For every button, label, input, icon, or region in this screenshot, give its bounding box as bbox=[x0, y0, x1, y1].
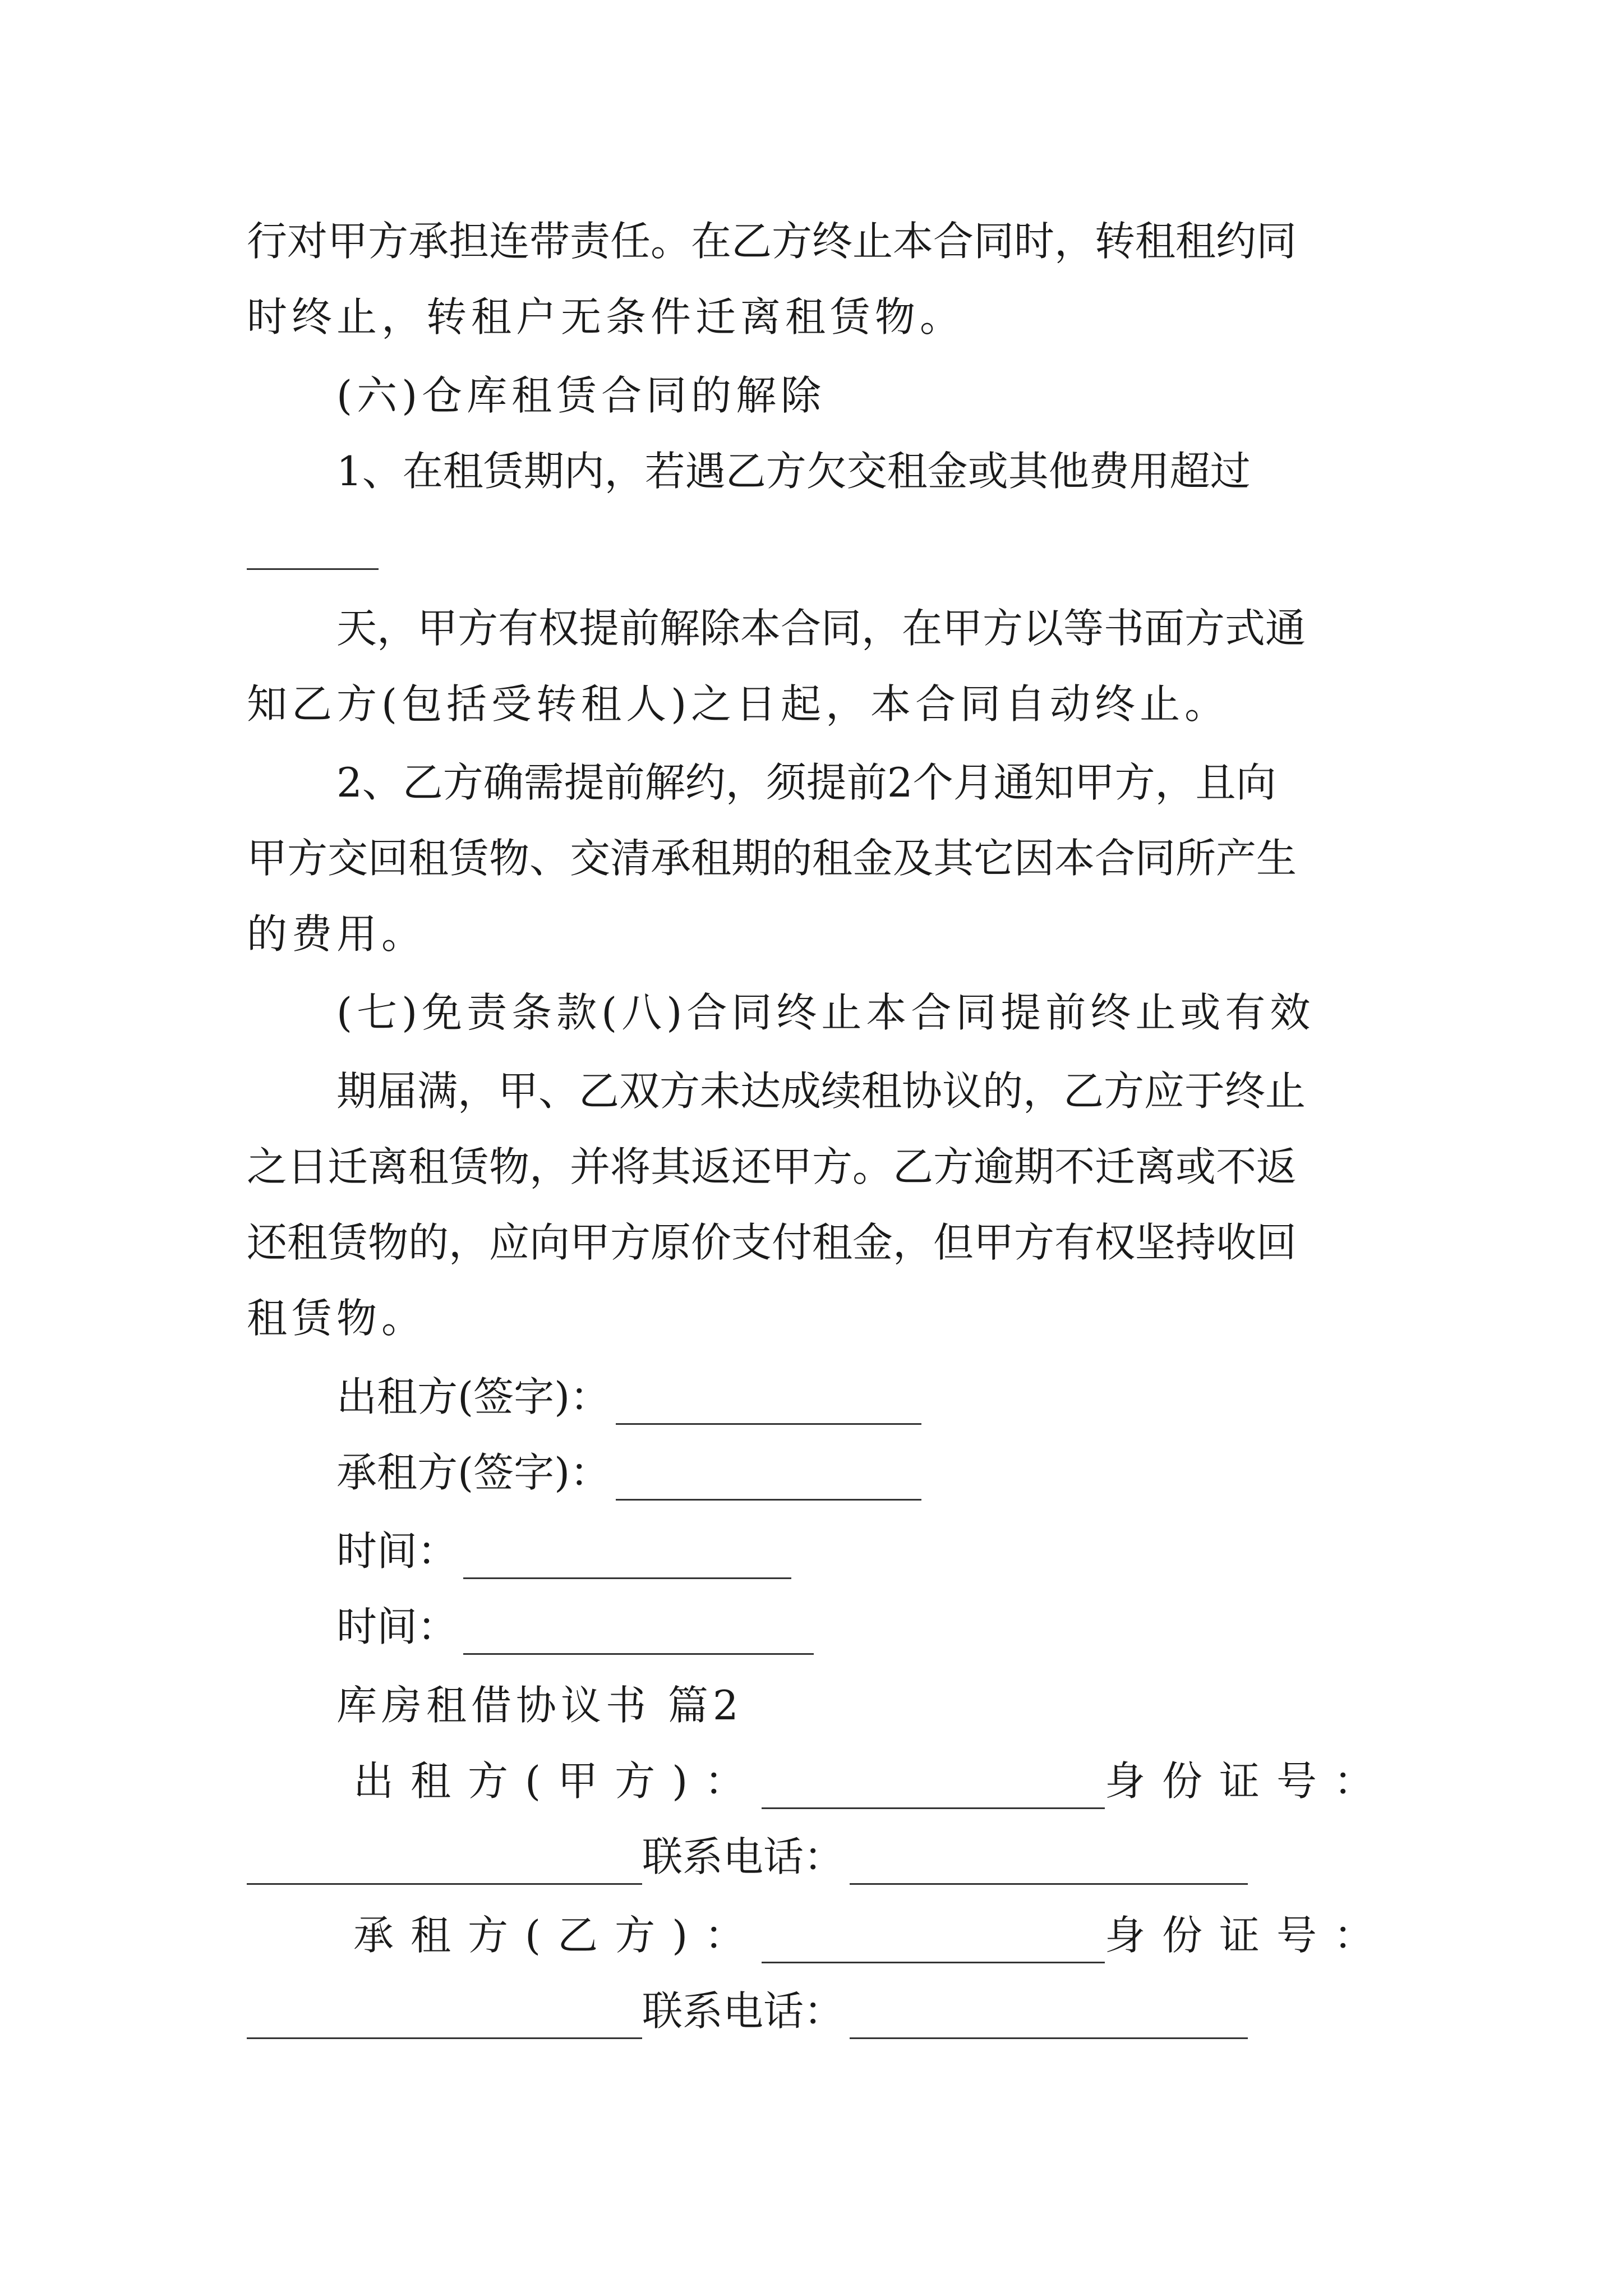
party-b-row bbox=[353, 1907, 1391, 1963]
text: 甲方交回租赁物、交清承租期的租金及其它因本合同所产生 bbox=[247, 835, 1297, 882]
paragraph-line bbox=[336, 754, 1391, 811]
label: 时间： bbox=[336, 1527, 458, 1575]
label: 联系电话： bbox=[642, 1833, 845, 1880]
signature-lessor bbox=[336, 1369, 921, 1425]
paragraph-line bbox=[336, 600, 1391, 656]
phone-blank bbox=[850, 1848, 1248, 1885]
text: 知乙方(包括受转租人)之日起，本合同自动终止。 bbox=[247, 680, 1230, 728]
paragraph-line bbox=[247, 1214, 1391, 1271]
date-blank bbox=[463, 1618, 814, 1655]
label: 身份证号： bbox=[1104, 1912, 1391, 1959]
paragraph-line bbox=[247, 213, 1391, 269]
document-title bbox=[336, 1677, 1391, 1733]
section-heading bbox=[336, 367, 1391, 424]
signature-blank bbox=[616, 1464, 921, 1501]
paragraph-line bbox=[247, 830, 1391, 886]
label: 承租方(乙方)： bbox=[353, 1912, 762, 1959]
party-a-row bbox=[353, 1753, 1391, 1809]
name-blank bbox=[762, 1927, 1105, 1963]
label: 时间： bbox=[336, 1603, 458, 1650]
text: 行对甲方承担连带责任。在乙方终止本合同时，转租租约同 bbox=[247, 218, 1297, 265]
text: 天，甲方有权提前解除本合同，在甲方以等书面方式通 bbox=[336, 605, 1306, 652]
blank-line bbox=[247, 568, 379, 570]
paragraph-line bbox=[247, 676, 1391, 732]
section-heading bbox=[336, 984, 1391, 1041]
text: 的费用。 bbox=[247, 910, 427, 958]
party-b-contact-row bbox=[247, 1983, 1248, 2039]
text: (七)免责条款(八)合同终止本合同提前终止或有效 bbox=[336, 989, 1315, 1036]
text: 租赁物。 bbox=[247, 1295, 427, 1342]
label: 承租方(签字)： bbox=[336, 1449, 611, 1496]
time-row-2 bbox=[336, 1599, 814, 1655]
signature-lessee bbox=[336, 1444, 921, 1501]
paragraph-line bbox=[247, 906, 1391, 962]
signature-blank bbox=[616, 1388, 921, 1425]
label: 身份证号： bbox=[1104, 1757, 1391, 1805]
phone-blank bbox=[850, 2003, 1248, 2039]
text: 期届满，甲、乙双方未达成续租协议的，乙方应于终止 bbox=[336, 1068, 1306, 1115]
paragraph-line bbox=[247, 1139, 1391, 1195]
id-blank bbox=[247, 2003, 642, 2039]
text: 之日迁离租赁物，并将其返还甲方。乙方逾期不迁离或不返 bbox=[247, 1143, 1297, 1190]
text: 库房租借协议书 篇2 bbox=[336, 1682, 743, 1729]
text: 还租赁物的，应向甲方原价支付租金，但甲方有权坚持收回 bbox=[247, 1219, 1297, 1266]
text: 1、在租赁期内，若遇乙方欠交租金或其他费用超过 bbox=[336, 448, 1251, 495]
paragraph-line bbox=[336, 1063, 1391, 1119]
paragraph-line bbox=[247, 1290, 1391, 1346]
paragraph-line bbox=[336, 443, 1391, 499]
name-blank bbox=[762, 1773, 1105, 1809]
text: 时终止，转租户无条件迁离租赁物。 bbox=[247, 293, 965, 341]
label: 出租方(甲方)： bbox=[353, 1757, 762, 1805]
party-a-contact-row bbox=[247, 1829, 1248, 1885]
text: (六)仓库租赁合同的解除 bbox=[336, 372, 826, 419]
date-blank bbox=[463, 1543, 791, 1579]
label: 联系电话： bbox=[642, 1987, 845, 2035]
time-row-1 bbox=[336, 1523, 791, 1579]
paragraph-line bbox=[247, 289, 1391, 345]
label: 出租方(签字)： bbox=[336, 1373, 611, 1420]
id-blank bbox=[247, 1848, 642, 1885]
text: 2、乙方确需提前解约，须提前2个月通知甲方，且向 bbox=[336, 759, 1276, 806]
